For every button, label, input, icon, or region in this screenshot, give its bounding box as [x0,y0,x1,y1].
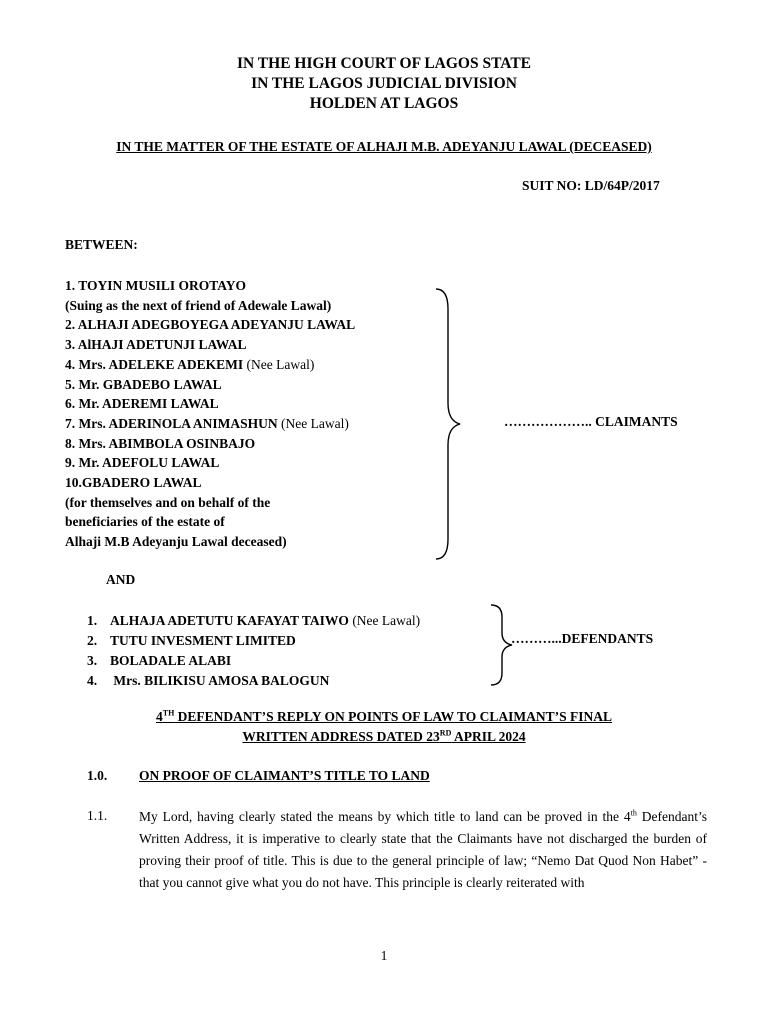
defendants-label: ………...DEFENDANTS [511,631,654,646]
claimants-list [65,276,355,552]
court-heading-line-3: HOLDEN AT LAGOS [309,95,459,112]
paragraph-text: My Lord, having clearly stated the means by which title to land can be proved in the 4th Defendant’s Written Address, it is imperative to clearly state that the Claimants have not discharged the burden of proving their proof of title. This is due to the general principle of law; “Nemo Dat Quod Non Habet” - that you cannot give what you do not have. This principle is clearly reiterated with [139,808,707,890]
defendant-row: 3. BOLADALE ALABI [87,653,232,668]
claimant-line: 6. Mr. ADEREMI LAWAL [65,396,219,412]
claimant-line: 9. Mr. ADEFOLU LAWAL [65,455,220,471]
defendant-row: 2. TUTU INVESMENT LIMITED [87,633,296,648]
claimant-line: (Suing as the next of friend of Adewale Lawal) [65,297,332,313]
defendants-list [87,611,420,691]
court-heading-line-1: IN THE HIGH COURT OF LAGOS STATE [236,55,532,72]
claimant-line: 5. Mr. GBADEBO LAWAL [65,376,222,392]
claimant-line: 7. Mrs. ADERINOLA ANIMASHUN (Nee Lawal) [65,415,349,431]
claimant-line: 8. Mrs. ABIMBOLA OSINBAJO [65,435,256,451]
and-label: AND [106,572,136,587]
claimant-line: 2. ALHAJI ADEGBOYEGA ADEYANJU LAWAL [65,317,356,333]
claimant-line: Alhaji M.B Adeyanju Lawal deceased) [65,534,287,550]
claimant-line: 1. TOYIN MUSILI OROTAYO [65,278,247,293]
reply-title-line-2: WRITTEN ADDRESS DATED 23RD APRIL 2024 [242,728,526,744]
matter-title: IN THE MATTER OF THE ESTATE OF ALHAJI M.B. ADEYANJU LAWAL (DECEASED) [116,139,652,154]
reply-title-line-1: 4TH DEFENDANT’S REPLY ON POINTS OF LAW TO CLAIMANT’S FINAL [155,708,612,724]
defendant-row: 1. ALHAJA ADETUTU KAFAYAT TAIWO (Nee Lawal) [87,613,421,628]
court-heading-line-2: IN THE LAGOS JUDICIAL DIVISION [251,75,517,92]
page-number: 1 [380,948,388,963]
between-label: BETWEEN: [65,237,138,252]
claimant-line: beneficiaries of the estate of [65,514,225,530]
section-number: 1.0. [87,768,108,783]
claimant-line: 10.GBADERO LAWAL [65,475,202,491]
claimant-line: 4. Mrs. ADELEKE ADEKEMI (Nee Lawal) [65,356,315,372]
paragraph-number: 1.1. [87,808,108,823]
claimant-line: 3. AlHAJI ADETUNJI LAWAL [65,337,247,353]
reply-title [0,707,768,747]
claimants-brace [432,285,472,565]
section-title: ON PROOF OF CLAIMANT’S TITLE TO LAND [139,768,430,783]
claimants-label: ……………….. CLAIMANTS [504,414,678,429]
claimant-line: (for themselves and on behalf of the [65,494,271,510]
suit-number: SUIT NO: LD/64P/2017 [522,178,660,193]
defendant-row: 4. Mrs. BILIKISU AMOSA BALOGUN [87,673,330,688]
